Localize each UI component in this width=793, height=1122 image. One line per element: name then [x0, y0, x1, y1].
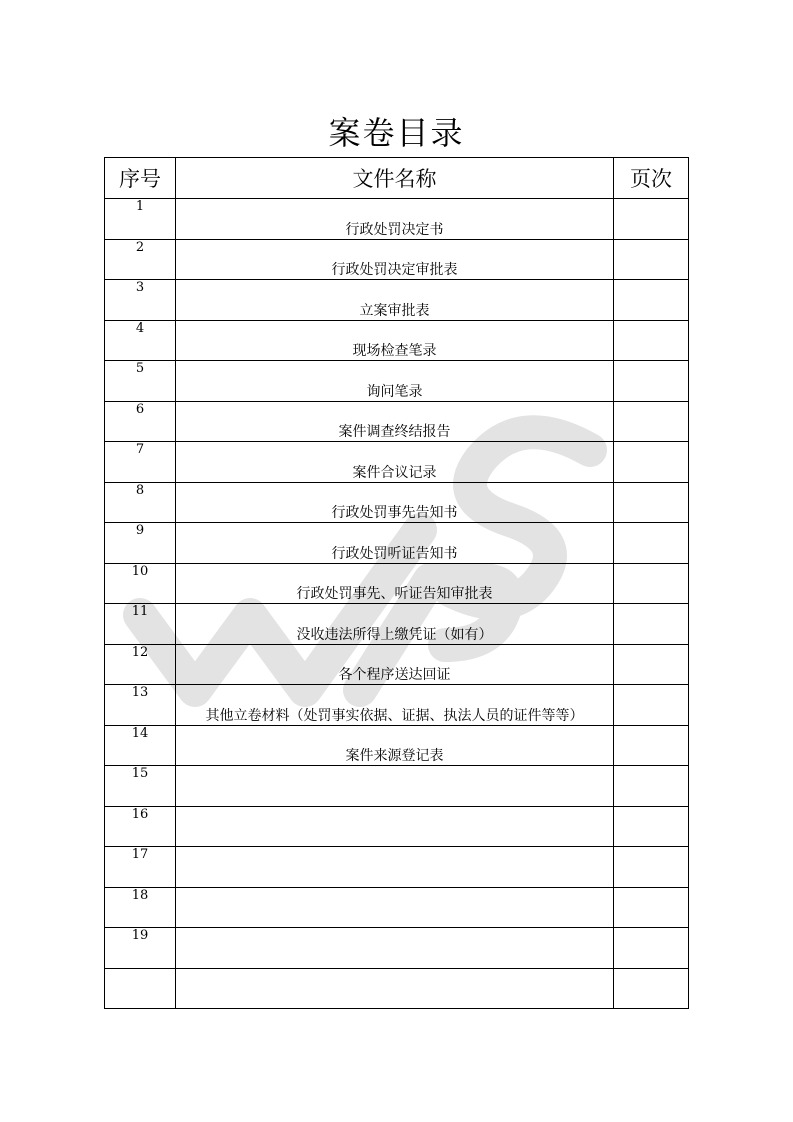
table-row [105, 482, 689, 523]
document-name: 询问笔录 [176, 361, 614, 402]
table-row [105, 199, 689, 240]
table-row [105, 685, 689, 726]
page-count [614, 239, 689, 280]
page-count [614, 320, 689, 361]
table-row [105, 928, 689, 969]
table-row [105, 847, 689, 888]
document-name [176, 928, 614, 969]
row-number: 9 [105, 523, 176, 564]
document-name: 其他立卷材料（处罚事实依据、证据、执法人员的证件等等） [176, 685, 614, 726]
page-count [614, 766, 689, 807]
table-row [105, 563, 689, 604]
table-row [105, 725, 689, 766]
row-number: 11 [105, 604, 176, 645]
row-number: 1 [105, 199, 176, 240]
page-count [614, 280, 689, 321]
row-number: 17 [105, 847, 176, 888]
document-name: 案件来源登记表 [176, 725, 614, 766]
table-row [105, 766, 689, 807]
column-header-page: 页次 [614, 158, 689, 199]
document-name: 行政处罚决定书 [176, 199, 614, 240]
page-count [614, 442, 689, 483]
table-row [105, 239, 689, 280]
document-name: 各个程序送达回证 [176, 644, 614, 685]
row-number: 14 [105, 725, 176, 766]
table-row [105, 806, 689, 847]
table-row [105, 401, 689, 442]
document-name [176, 968, 614, 1009]
row-number: 10 [105, 563, 176, 604]
page-count [614, 199, 689, 240]
page-count [614, 401, 689, 442]
row-number: 12 [105, 644, 176, 685]
document-name: 现场检查笔录 [176, 320, 614, 361]
table-row [105, 320, 689, 361]
document-name: 行政处罚决定审批表 [176, 239, 614, 280]
column-header-name: 文件名称 [176, 158, 614, 199]
table-row [105, 361, 689, 402]
page-count [614, 968, 689, 1009]
table-row [105, 604, 689, 645]
page-count [614, 563, 689, 604]
page-count [614, 685, 689, 726]
column-header-number: 序号 [105, 158, 176, 199]
row-number: 7 [105, 442, 176, 483]
row-number: 13 [105, 685, 176, 726]
row-number: 2 [105, 239, 176, 280]
page-count [614, 928, 689, 969]
table-row [105, 523, 689, 564]
page-count [614, 887, 689, 928]
row-number: 8 [105, 482, 176, 523]
document-name [176, 806, 614, 847]
document-name: 案件调查终结报告 [176, 401, 614, 442]
table-row [105, 280, 689, 321]
row-number: 18 [105, 887, 176, 928]
page-count [614, 725, 689, 766]
row-number [105, 968, 176, 1009]
document-name: 立案审批表 [176, 280, 614, 321]
page-count [614, 806, 689, 847]
page-count [614, 644, 689, 685]
row-number: 19 [105, 928, 176, 969]
page-count [614, 604, 689, 645]
document-name [176, 766, 614, 807]
table-row [105, 968, 689, 1009]
table-row [105, 887, 689, 928]
table-header-row [105, 158, 689, 199]
document-name: 行政处罚听证告知书 [176, 523, 614, 564]
document-name [176, 887, 614, 928]
page-count [614, 482, 689, 523]
table-row [105, 442, 689, 483]
page-count [614, 523, 689, 564]
row-number: 6 [105, 401, 176, 442]
document-name: 没收违法所得上缴凭证（如有） [176, 604, 614, 645]
document-name: 案件合议记录 [176, 442, 614, 483]
page-title: 案卷目录 [328, 114, 465, 152]
document-name: 行政处罚事先告知书 [176, 482, 614, 523]
row-number: 4 [105, 320, 176, 361]
catalog-table [104, 157, 689, 1009]
document-name [176, 847, 614, 888]
table-body [105, 199, 689, 1009]
row-number: 3 [105, 280, 176, 321]
row-number: 16 [105, 806, 176, 847]
document-name: 行政处罚事先、听证告知审批表 [176, 563, 614, 604]
row-number: 5 [105, 361, 176, 402]
table-row [105, 644, 689, 685]
page-count [614, 847, 689, 888]
row-number: 15 [105, 766, 176, 807]
page-count [614, 361, 689, 402]
